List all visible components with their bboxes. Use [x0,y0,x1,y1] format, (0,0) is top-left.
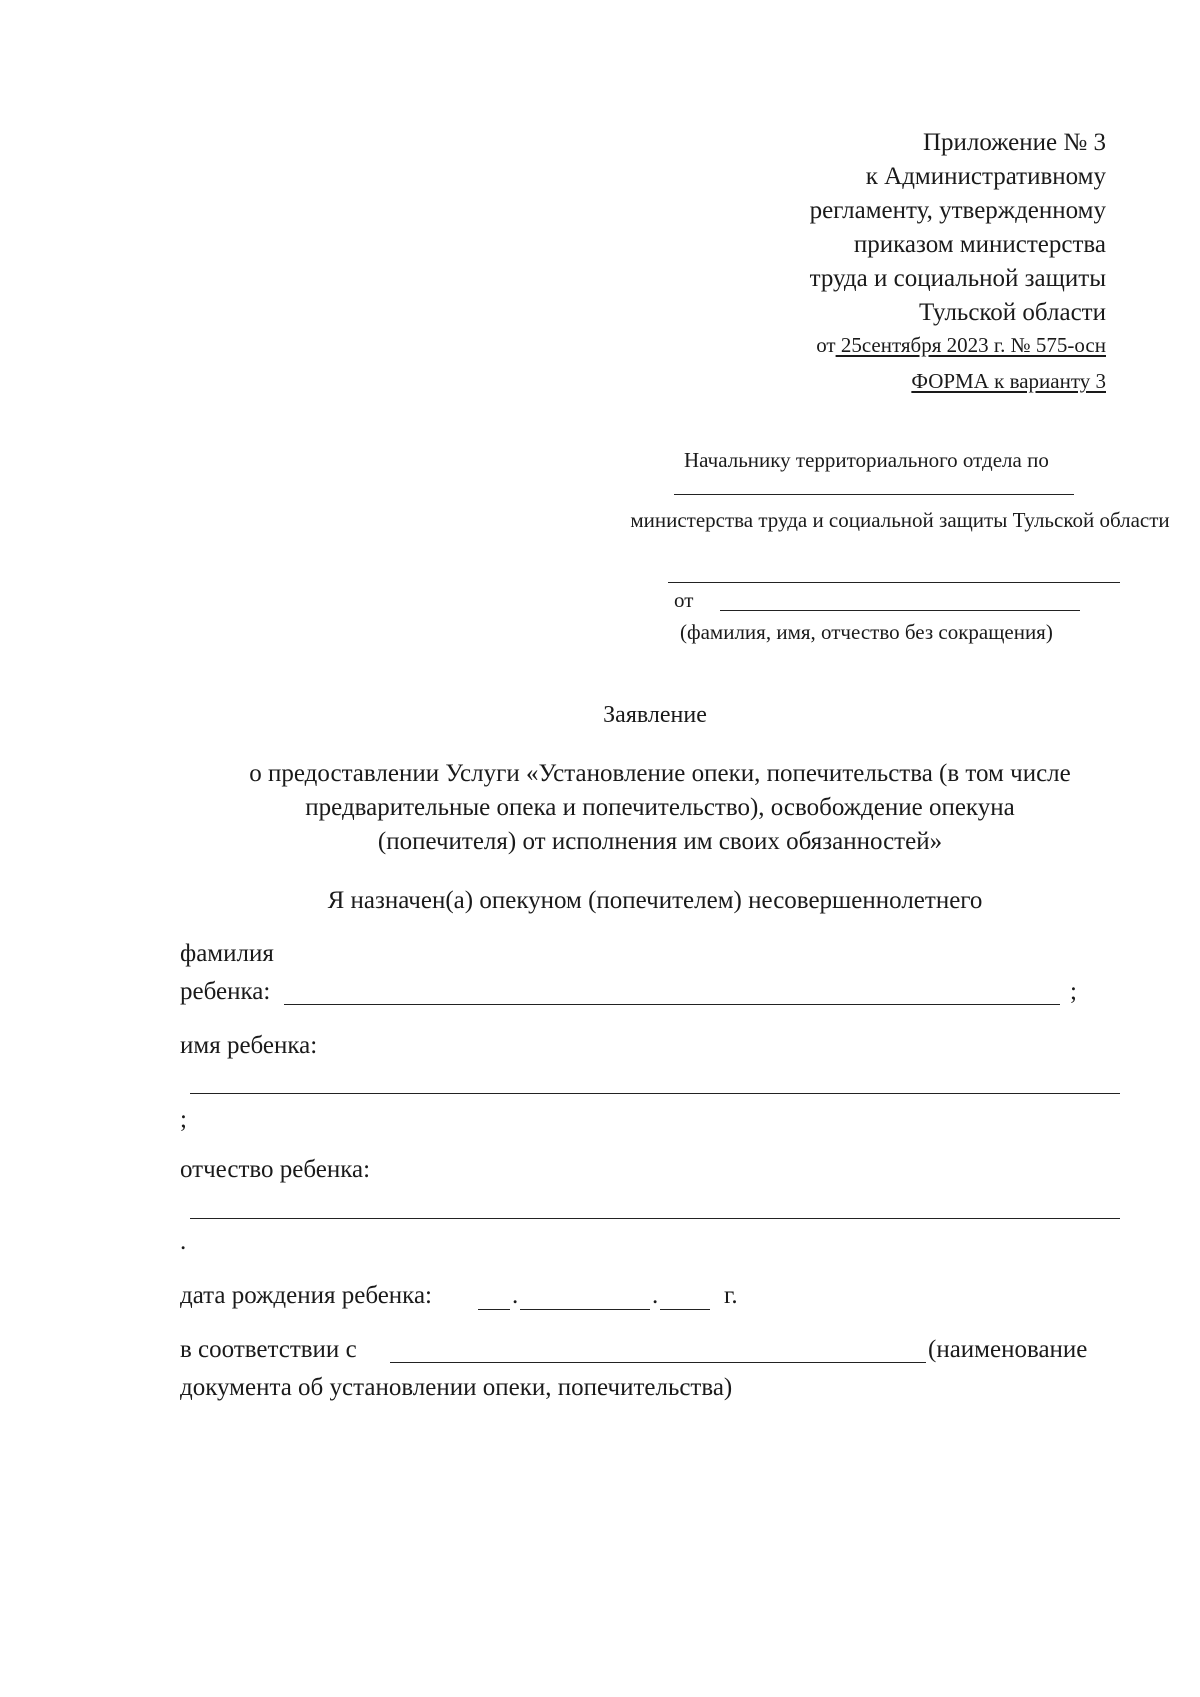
surname-blank-line[interactable] [284,1004,1060,1005]
form-variant [586,366,1106,396]
name-blank-line[interactable] [190,1093,1120,1094]
birth-date-dot-1: . [512,1282,519,1309]
name-label: имя ребенка: [180,1032,318,1059]
accordance-hint-2: документа об установлении опеки, попечительства) [180,1374,733,1401]
subject-line-2: предварительные опека и попечительство), освобождение опекуна [305,794,1015,821]
patronymic-period: . [180,1228,187,1255]
accordance-label: в соответствии с [180,1336,357,1363]
subject-line-1: о предоставлении Услуги «Установление опеки, попечительства (в том числе [249,760,1071,787]
document-subject [180,757,1140,859]
department-blank-line[interactable] [674,494,1074,495]
order-date-number: 25сентября 2023 г. № 575-осн [835,333,1106,357]
patronymic-blank-line[interactable] [190,1218,1120,1219]
appendix-line-2: к Административному [865,163,1106,190]
year-suffix: г. [724,1282,738,1309]
addressee-name-blank-line[interactable] [668,582,1120,583]
appendix-line-4: приказом министерства [853,231,1106,258]
appendix-line-3: регламенту, утвержденному [809,197,1106,224]
applicant-name-blank-line[interactable] [720,610,1080,611]
guardianship-document-blank-line[interactable] [390,1362,926,1363]
accordance-hint-1: (наименование [928,1336,1088,1363]
appendix-header [586,126,1106,396]
patronymic-label: отчество ребенка: [180,1156,371,1183]
form-variant-text: ФОРМА к варианту 3 [911,369,1106,393]
birth-date-label: дата рождения ребенка: [180,1282,432,1309]
from-label: от [674,588,694,612]
appendix-line-6: Тульской области [919,299,1106,326]
birth-month-blank[interactable] [520,1309,650,1310]
addressee-line-1: Начальнику территориального отдела по [684,448,1049,472]
name-semicolon: ; [180,1106,187,1133]
birth-year-blank[interactable] [660,1309,710,1310]
order-reference [586,330,1106,360]
surname-label-line-1: фамилия [180,940,274,967]
appendix-line-5: труда и социальной защиты [809,265,1106,292]
guardian-statement: Я назначен(а) опекуном (попечителем) несовершеннолетнего [327,887,983,914]
addressee-ministry: министерства труда и социальной защиты Тульской области [630,508,1170,532]
surname-semicolon: ; [1070,978,1077,1005]
subject-line-3: (попечителя) от исполнения им своих обязанностей» [377,828,943,855]
birth-date-dot-2: . [652,1282,659,1309]
birth-day-blank[interactable] [478,1309,510,1310]
document-title: Заявление [603,702,707,728]
appendix-number: Приложение № 3 [922,129,1106,156]
applicant-name-hint: (фамилия, имя, отчество без сокращения) [680,620,1053,644]
order-prefix: от [816,333,836,357]
surname-label-line-2: ребенка: [180,978,271,1005]
